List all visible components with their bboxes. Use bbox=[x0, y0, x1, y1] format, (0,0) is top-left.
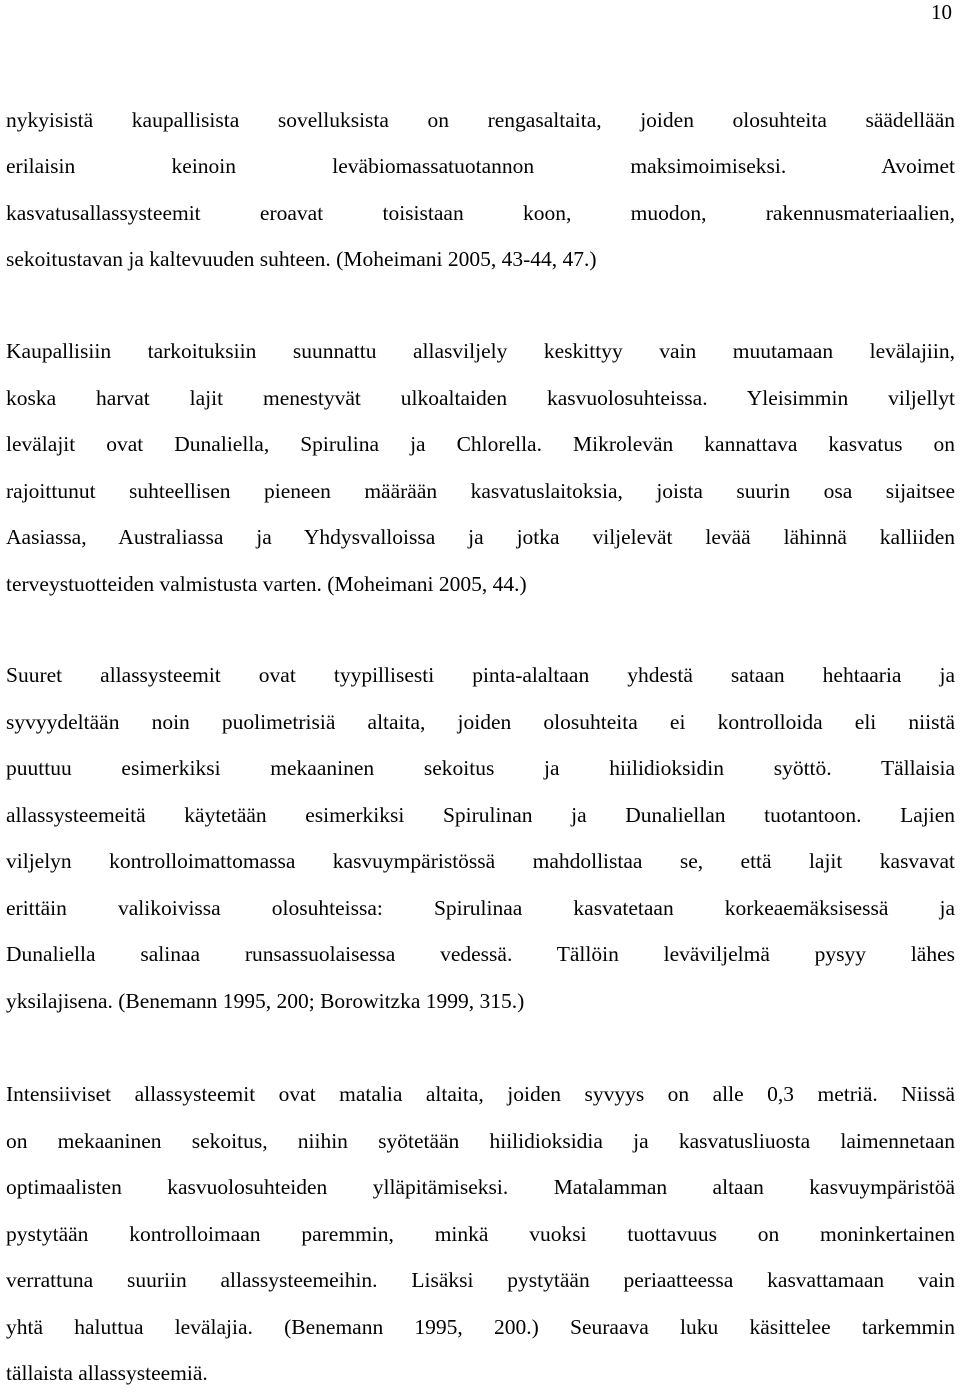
text-line: allassysteemeitä käytetään esimerkiksi Spirulinan ja Dunaliellan tuotantoon. Lajien bbox=[6, 802, 955, 827]
text-line: syvyydeltään noin puolimetrisiä altaita, joiden olosuhteita ei kontrolloida eli niistä bbox=[6, 709, 955, 734]
text-line: pystytään kontrolloimaan paremmin, minkä vuoksi tuottavuus on moninkertainen bbox=[6, 1221, 955, 1246]
text-line: viljelyn kontrolloimattomassa kasvuympäristössä mahdollistaa se, että lajit kasvavat bbox=[6, 849, 955, 873]
text-line: yhtä haluttua levälajia. (Benemann 1995, 200.) Seuraava luku käsittelee tarkemmin bbox=[6, 1314, 955, 1339]
text-line: kasvatusallassysteemit eroavat toisistaan koon, muodon, rakennusmateriaalien, bbox=[6, 200, 955, 225]
text-line: koska harvat lajit menestyvät ulkoaltaiden kasvuolosuhteissa. Yleisimmin viljellyt bbox=[6, 385, 955, 410]
text-line: tällaista allassysteemiä. bbox=[6, 1361, 208, 1385]
text-line: Intensiiviset allassysteemit ovat matalia altaita, joiden syvyys on alle 0,3 metriä. Niissä bbox=[6, 1082, 955, 1106]
text-line: on mekaaninen sekoitus, niihin syötetään hiilidioksidia ja kasvatusliuosta laimennetaan bbox=[6, 1128, 955, 1153]
text-line: Suuret allassysteemit ovat tyypillisesti pinta-alaltaan yhdestä sataan hehtaaria ja bbox=[6, 663, 955, 687]
text-line: sekoitustavan ja kaltevuuden suhteen. (Moheimani 2005, 43-44, 47.) bbox=[6, 246, 597, 271]
text-line: optimaalisten kasvuolosuhteiden ylläpitämiseksi. Matalamman altaan kasvuympäristöä bbox=[6, 1175, 955, 1199]
paragraph-large-pond-systems bbox=[6, 652, 955, 1024]
text-line: Dunaliella salinaa runsassuolaisessa vedessä. Tällöin leväviljelmä pysyy lähes bbox=[6, 942, 955, 966]
text-line: puuttuu esimerkiksi mekaaninen sekoitus ja hiilidioksidin syöttö. Tällaisia bbox=[6, 756, 955, 780]
text-line: rajoittunut suhteellisen pieneen määrään kasvatuslaitoksia, joista suurin osa sijaitsee bbox=[6, 478, 955, 503]
paragraph-commercial-cultivation bbox=[6, 328, 955, 607]
paragraph-open-pond-systems bbox=[6, 97, 955, 282]
page-number: 10 bbox=[931, 0, 952, 24]
text-line: terveystuotteiden valmistusta varten. (Moheimani 2005, 44.) bbox=[6, 571, 527, 596]
paragraph-intensive-pond-systems bbox=[6, 1071, 955, 1397]
text-line: Kaupallisiin tarkoituksiin suunnattu allasviljely keskittyy vain muutamaan levälajiin, bbox=[6, 339, 955, 363]
text-line: erilaisin keinoin leväbiomassatuotannon maksimoimiseksi. Avoimet bbox=[6, 154, 955, 179]
text-line: yksilajisena. (Benemann 1995, 200; Borowitzka 1999, 315.) bbox=[6, 988, 525, 1013]
text-line: Aasiassa, Australiassa ja Yhdysvalloissa ja jotka viljelevät levää lähinnä kalliiden bbox=[6, 525, 955, 549]
text-line: verrattuna suuriin allassysteemeihin. Lisäksi pystytään periaatteessa kasvattamaan vain bbox=[6, 1268, 955, 1292]
text-line: levälajit ovat Dunaliella, Spirulina ja Chlorella. Mikrolevän kannattava kasvatus on bbox=[6, 432, 955, 456]
text-line: erittäin valikoivissa olosuhteissa: Spirulinaa kasvatetaan korkeaemäksisessä ja bbox=[6, 895, 955, 920]
text-line: nykyisistä kaupallisista sovelluksista on rengasaltaita, joiden olosuhteita säädellään bbox=[6, 108, 955, 132]
